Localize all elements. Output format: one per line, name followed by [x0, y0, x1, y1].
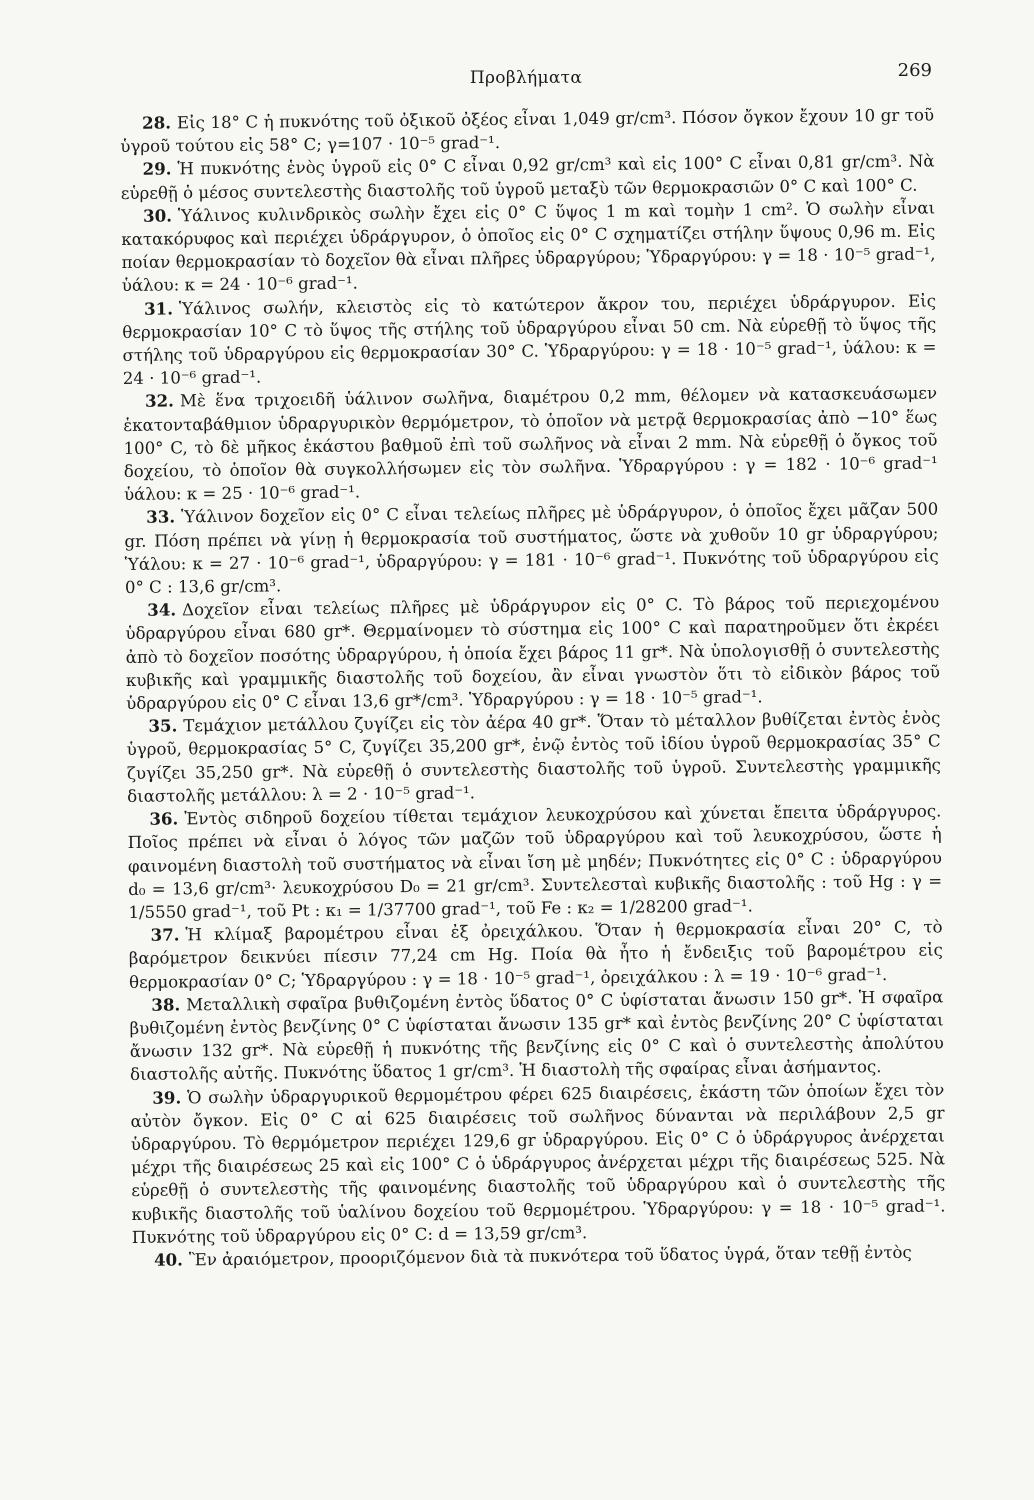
problem-number: 35.	[148, 715, 178, 737]
problem-number: 33.	[146, 506, 176, 528]
page-header	[120, 58, 932, 98]
problem-number: 39.	[152, 1086, 182, 1108]
problem-33	[124, 498, 939, 599]
problem-number: 30.	[142, 205, 173, 226]
problem-number: 38.	[151, 994, 181, 1015]
problem-text: Δοχεῖον εἶναι τελείως πλῆρες μὲ ὑδράργυρον εἰς 0° C. Τὸ βάρος τοῦ περιεχομένου ὑδραργύρου εἶναι 680 gr*. Θερμαίνομεν τὸ σύστημα εἰς 100° C καὶ παρατηροῦμεν ὅτι ἐκρέει ἀπὸ τὸ δοχεῖον ποσότης ὑδραργύρου, ἡ ὁποία ἔχει βάρος 11 gr*. Νὰ ὑπολογισθῇ ὁ συντελεστὴς κυβικῆς καὶ γραμμικῆς διαστολῆς τοῦ δοχείου, ἂν εἶναι γνωστὸν ὅτι τὸ εἰδικὸν βάρος τοῦ ὑδραργύρου εἰς 0° C εἶναι 13,6 gr*/cm³. Ὑδραργύρου : γ = 18 · 10⁻⁵ grad⁻¹.	[125, 592, 941, 714]
problem-text: Ὑάλινον δοχεῖον εἰς 0° C εἶναι τελείως πλῆρες μὲ ὑδράργυρον, ὁ ὁποῖος ἔχει μᾶζαν 500 gr. Πόση πρέπει νὰ γίνῃ ἡ θερμοκρασία τοῦ συστήματος, ὥστε νὰ χυθοῦν 10 gr ὑδραργύρου; Ὑάλου: κ = 27 · 10⁻⁶ grad⁻¹, ὑδραργύρου: γ = 181 · 10⁻⁶ grad⁻¹. Πυκνότης τοῦ ὑδραργύρου εἰς 0° C : 13,6 gr/cm³.	[124, 499, 939, 598]
problem-text: Τεμάχιον μετάλλου ζυγίζει εἰς τὸν ἀέρα 40 gr*. Ὅταν τὸ μέταλλον βυθίζεται ἐντὸς ἑνὸς ὑγροῦ, θερμοκρασίας 5° C, ζυγίζει 35,200 gr*, ἐνῷ ἐντὸς τοῦ ἰδίου ὑγροῦ θερμοκρασίας 35° C ζυγίζει 35,250 gr*. Νὰ εὑρεθῇ ὁ συντελεστὴς διαστολῆς τοῦ ὑγροῦ. Συντελεστὴς γραμμικῆς διαστολῆς μετάλλου: λ = 2 · 10⁻⁵ grad⁻¹.	[126, 708, 941, 806]
problem-text: Μεταλλικὴ σφαῖρα βυθιζομένη ἐντὸς ὕδατος 0° C ὑφίσταται ἄνωσιν 150 gr*. Ἡ σφαῖρα βυθιζομένη ἐντὸς βενζίνης 0° C ὑφίσταται ἄνωσιν 135 gr* καὶ ἐντὸς βενζίνης 20° C ὑφίσταται ἄνωσιν 132 gr*. Νὰ εὑρεθῇ ἡ πυκνότης τῆς βενζίνης εἰς 0° C καὶ ὁ συντελεστὴς ἀπολύτου διαστολῆς αὐτῆς. Πυκνότης ὕδατος 1 gr/cm³. Ἡ διαστολὴ τῆς σφαίρας εἶναι ἀσήμαντος.	[129, 987, 944, 1085]
problem-number: 31.	[143, 298, 174, 319]
problem-number: 32.	[144, 390, 175, 412]
problem-number: 36.	[149, 808, 179, 829]
problem-29	[120, 150, 934, 205]
problem-37	[129, 916, 944, 994]
problem-text: Ὁ σωλὴν ὑδραργυρικοῦ θερμομέτρου φέρει 625 διαιρέσεις, ἑκάστη τῶν ὁποίων ἔχει τὸν αὐτὸν ὄγκον. Εἰς 0° C αἱ 625 διαιρέσεις τοῦ σωλῆνος δύνανται νὰ περιλάβουν 2,5 gr ὑδραργύρου. Τὸ θερμόμετρον περιέχει 129,6 gr ὑδραργύρου. Εἰς 0° C ὁ ὑδράργυρος ἀνέρχεται μέχρι τῆς διαιρέσεως 25 καὶ εἰς 100° C ὁ ὑδράργυρος ἀνέρχεται μέχρι τῆς διαιρέσεως 525. Νὰ εὑρεθῇ ὁ συντελεστὴς τῆς φαινομένης διαστολῆς τοῦ ὑδραργύρου καὶ ὁ συντελεστὴς τῆς κυβικῆς διαστολῆς τοῦ ὑαλίνου δοχείου τοῦ θερμομέτρου. Ὑδραργύρου: γ = 18 · 10⁻⁵ grad⁻¹. Πυκνότης τοῦ ὑδραργύρου εἰς 0° C: d = 13,59 gr/cm³.	[130, 1079, 946, 1247]
problem-number: 28.	[142, 112, 172, 133]
problem-34	[125, 591, 940, 716]
problem-number: 29.	[142, 158, 172, 180]
problem-32	[123, 382, 938, 507]
problem-number: 34.	[147, 599, 177, 621]
problem-text: Ἐντὸς σιδηροῦ δοχείου τίθεται τεμάχιον λευκοχρύσου καὶ χύνεται ἔπειτα ὑδράργυρος. Ποῖος πρέπει νὰ εἶναι ὁ λόγος τῶν μαζῶν τοῦ ὑδραργύρου καὶ τοῦ λευκοχρύσου, ὥστε ἡ φαινομένη διαστολὴ τοῦ συστήματος νὰ εἶναι ἴση μὲ μηδέν; Πυκνότητες εἰς 0° C : ὑδραργύρου d₀ = 13,6 gr/cm³· λευκοχρύσου D₀ = 21 gr/cm³. Συντελεσταὶ κυβικῆς διαστολῆς : τοῦ Hg : γ = 1/5550 grad⁻¹, τοῦ Pt : κ₁ = 1/37700 grad⁻¹, τοῦ Fe : κ₂ = 1/28200 grad⁻¹.	[127, 801, 943, 922]
problem-31	[122, 289, 937, 390]
problem-36	[127, 800, 942, 925]
problem-text: Ἡ κλίμαξ βαρομέτρου εἶναι ἐξ ὀρειχάλκου. Ὅταν ἡ θερμοκρασία εἶναι 20° C, τὸ βαρόμετρον δεικνύει πίεσιν 77,24 cm Hg. Ποία θὰ ἦτο ἡ ἔνδειξις τοῦ βαρομέτρου εἰς θερμοκρασίαν 0° C; Ὑδραργύρου : γ = 18 · 10⁻⁵ grad⁻¹, ὀρειχάλκου : λ = 19 · 10⁻⁶ grad⁻¹.	[128, 917, 943, 992]
problems-list	[120, 103, 946, 1272]
problem-text: Ὑάλινος σωλήν, κλειστὸς εἰς τὸ κατώτερον ἄκρον του, περιέχει ὑδράργυρον. Εἰς θερμοκρασίαν 10° C τὸ ὕψος τῆς στήλης τοῦ ὑδραργύρου εἶναι 50 cm. Νὰ εὑρεθῇ τὸ ὕψος τῆς στήλης τοῦ ὑδραργύρου εἰς θερμοκρασίαν 30° C. Ὑδραργύρου: γ = 18 · 10⁻⁵ grad⁻¹, ὑάλου: κ = 24 · 10⁻⁶ grad⁻¹.	[122, 291, 937, 389]
problem-text: Μὲ ἕνα τριχοειδῆ ὑάλινον σωλῆνα, διαμέτρου 0,2 mm, θέλομεν νὰ κατασκευάσωμεν ἑκατονταβάθμιον ὑδραργυρικὸν θερμόμετρον, τὸ ὁποῖον νὰ μετρᾷ θερμοκρασίας ἀπὸ −10° ἕως 100° C, τὸ δὲ μῆκος ἑκάστου βαθμοῦ ἐπὶ τοῦ σωλῆνος νὰ εἶναι 2 mm. Νὰ εὑρεθῇ ὁ ὄγκος τοῦ δοχείου, τὸ ὁποῖον θὰ συγκολλήσωμεν εἰς τὸν σωλῆνα. Ὑδραργύρου : γ = 182 · 10⁻⁶ grad⁻¹ ὑάλου: κ = 25 · 10⁻⁶ grad⁻¹.	[123, 383, 938, 505]
problem-text: Εἰς 18° C ἡ πυκνότης τοῦ ὀξικοῦ ὀξέος εἶναι 1,049 gr/cm³. Πόσον ὄγκον ἔχουν 10 gr τοῦ ὑγροῦ τούτου εἰς 58° C; γ=107 · 10⁻⁵ grad⁻¹.	[120, 105, 935, 157]
page-number: 269	[897, 60, 932, 81]
problem-30	[121, 196, 936, 297]
problem-text: Ὑάλινος κυλινδρικὸς σωλὴν ἔχει εἰς 0° C ὕψος 1 m καὶ τομὴν 1 cm². Ὁ σωλὴν εἶναι κατακόρυφος καὶ περιέχει ὑδράργυρον, ὁ ὁποῖος εἰς 0° C σχηματίζει στήλην ὕψους 0,96 m. Εἰς ποίαν θερμοκρασίαν τὸ δοχεῖον θὰ εἶναι πλῆρες ὑδραργύρου; Ὑδραργύρου: γ = 18 · 10⁻⁵ grad⁻¹, ὑάλου: κ = 24 · 10⁻⁶ grad⁻¹.	[121, 198, 936, 296]
running-title: Προβλήματα	[469, 68, 583, 88]
problem-38	[129, 985, 944, 1086]
problem-number: 37.	[150, 924, 180, 945]
problem-35	[126, 707, 941, 808]
problem-number: 40.	[153, 1249, 183, 1270]
problem-text: Ἡ πυκνότης ἑνὸς ὑγροῦ εἰς 0° C εἶναι 0,92 gr/cm³ καὶ εἰς 100° C εἶναι 0,81 gr/cm³. Νὰ εὑρεθῇ ὁ μέσος συντελεστὴς διαστολῆς τοῦ ὑγροῦ μεταξὺ τῶν θερμοκρασιῶν 0° C καὶ 100° C.	[120, 151, 935, 203]
problem-39	[130, 1078, 946, 1249]
problem-text: Ἓν ἀραιόμετρον, προοριζόμενον διὰ τὰ πυκνότερα τοῦ ὕδατος ὑγρά, ὅταν τεθῇ ἐντὸς	[188, 1242, 912, 1270]
